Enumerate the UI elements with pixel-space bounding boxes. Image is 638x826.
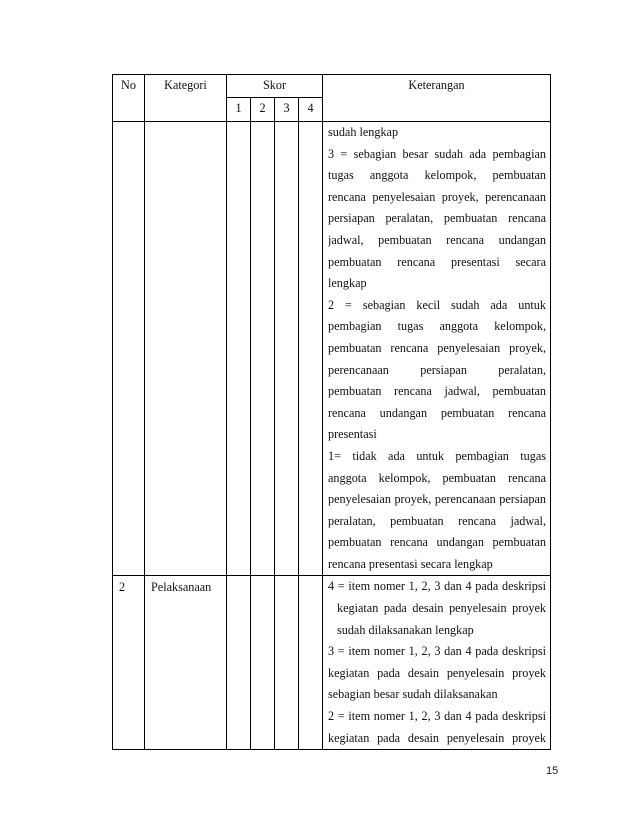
keterangan-line: 2 = item nomer 1, 2, 3 dan 4 pada deskripsi (328, 709, 546, 724)
keterangan-line: kegiatan pada desain penyelesain proyek (328, 665, 546, 680)
keterangan-line: kegiatan pada desain penyelesain proyek (328, 730, 546, 745)
keterangan-line: kegiatan pada desain penyelesain proyek (337, 601, 546, 616)
keterangan-line: rencana presentasi secara lengkap (328, 556, 493, 571)
keterangan-line: 2 = sebagian kecil sudah ada untuk (328, 297, 546, 312)
keterangan-line: perencanaan persiapan peralatan, (328, 362, 546, 377)
score-cell (275, 576, 299, 750)
score-cell (275, 122, 299, 576)
keterangan-line: 4 = item nomer 1, 2, 3 dan 4 pada deskripsi (328, 579, 546, 594)
keterangan-line: sebagian besar sudah dilaksanakan (328, 687, 498, 702)
keterangan-line: persiapan peralatan, pembuatan rencana (328, 211, 546, 226)
header-no: No (113, 75, 145, 122)
table-header-row (113, 75, 551, 98)
keterangan-line: 1= tidak ada untuk pembagian tugas (328, 448, 546, 463)
keterangan-line: pembuatan rencana undangan pembuatan (328, 535, 546, 550)
score-cell (299, 576, 323, 750)
keterangan-line: anggota kelompok, pembuatan rencana (328, 470, 546, 485)
row-kategori (145, 122, 227, 576)
header-kategori: Kategori (145, 75, 227, 122)
assessment-rubric-table (112, 74, 551, 750)
score-col-4: 4 (299, 98, 323, 122)
keterangan-line: 3 = sebagian besar sudah ada pembagian (328, 146, 546, 161)
score-col-3: 3 (275, 98, 299, 122)
keterangan-line: jadwal, pembuatan rencana undangan (328, 232, 546, 247)
score-cell (299, 122, 323, 576)
row-no: 2 (113, 576, 145, 750)
table-row (113, 122, 551, 576)
keterangan-line: lengkap (328, 276, 367, 291)
keterangan-line: rencana penyelesaian proyek, perencanaan (328, 189, 546, 204)
keterangan-line: peralatan, pembuatan rencana jadwal, (328, 513, 546, 528)
header-skor: Skor (227, 75, 323, 98)
score-cell (251, 122, 275, 576)
keterangan-line: sudah dilaksanakan lengkap (337, 622, 474, 637)
keterangan-line: tugas anggota kelompok, pembuatan (328, 168, 546, 183)
table-row (113, 576, 551, 750)
score-cell (227, 122, 251, 576)
row-kategori: Pelaksanaan (145, 576, 227, 750)
keterangan-line: presentasi (328, 427, 377, 442)
page-number: 15 (546, 765, 559, 777)
keterangan-line: 3 = item nomer 1, 2, 3 dan 4 pada deskripsi (328, 644, 546, 659)
keterangan-line: pembuatan rencana penyelesaian proyek, (328, 340, 546, 355)
row-keterangan (323, 122, 551, 576)
keterangan-line: rencana undangan pembuatan rencana (328, 405, 546, 420)
keterangan-line: pembuatan rencana jadwal, pembuatan (328, 384, 546, 399)
score-cell (227, 576, 251, 750)
score-col-2: 2 (251, 98, 275, 122)
score-col-1: 1 (227, 98, 251, 122)
keterangan-line: sudah lengkap (328, 125, 399, 139)
row-keterangan (323, 576, 551, 750)
keterangan-line: penyelesaian proyek, perencanaan persiapan (328, 492, 546, 507)
row-no (113, 122, 145, 576)
keterangan-line: pembagian tugas anggota kelompok, (328, 319, 546, 334)
score-cell (251, 576, 275, 750)
header-keterangan: Keterangan (323, 75, 551, 122)
keterangan-line: pembuatan rencana presentasi secara (328, 254, 546, 269)
